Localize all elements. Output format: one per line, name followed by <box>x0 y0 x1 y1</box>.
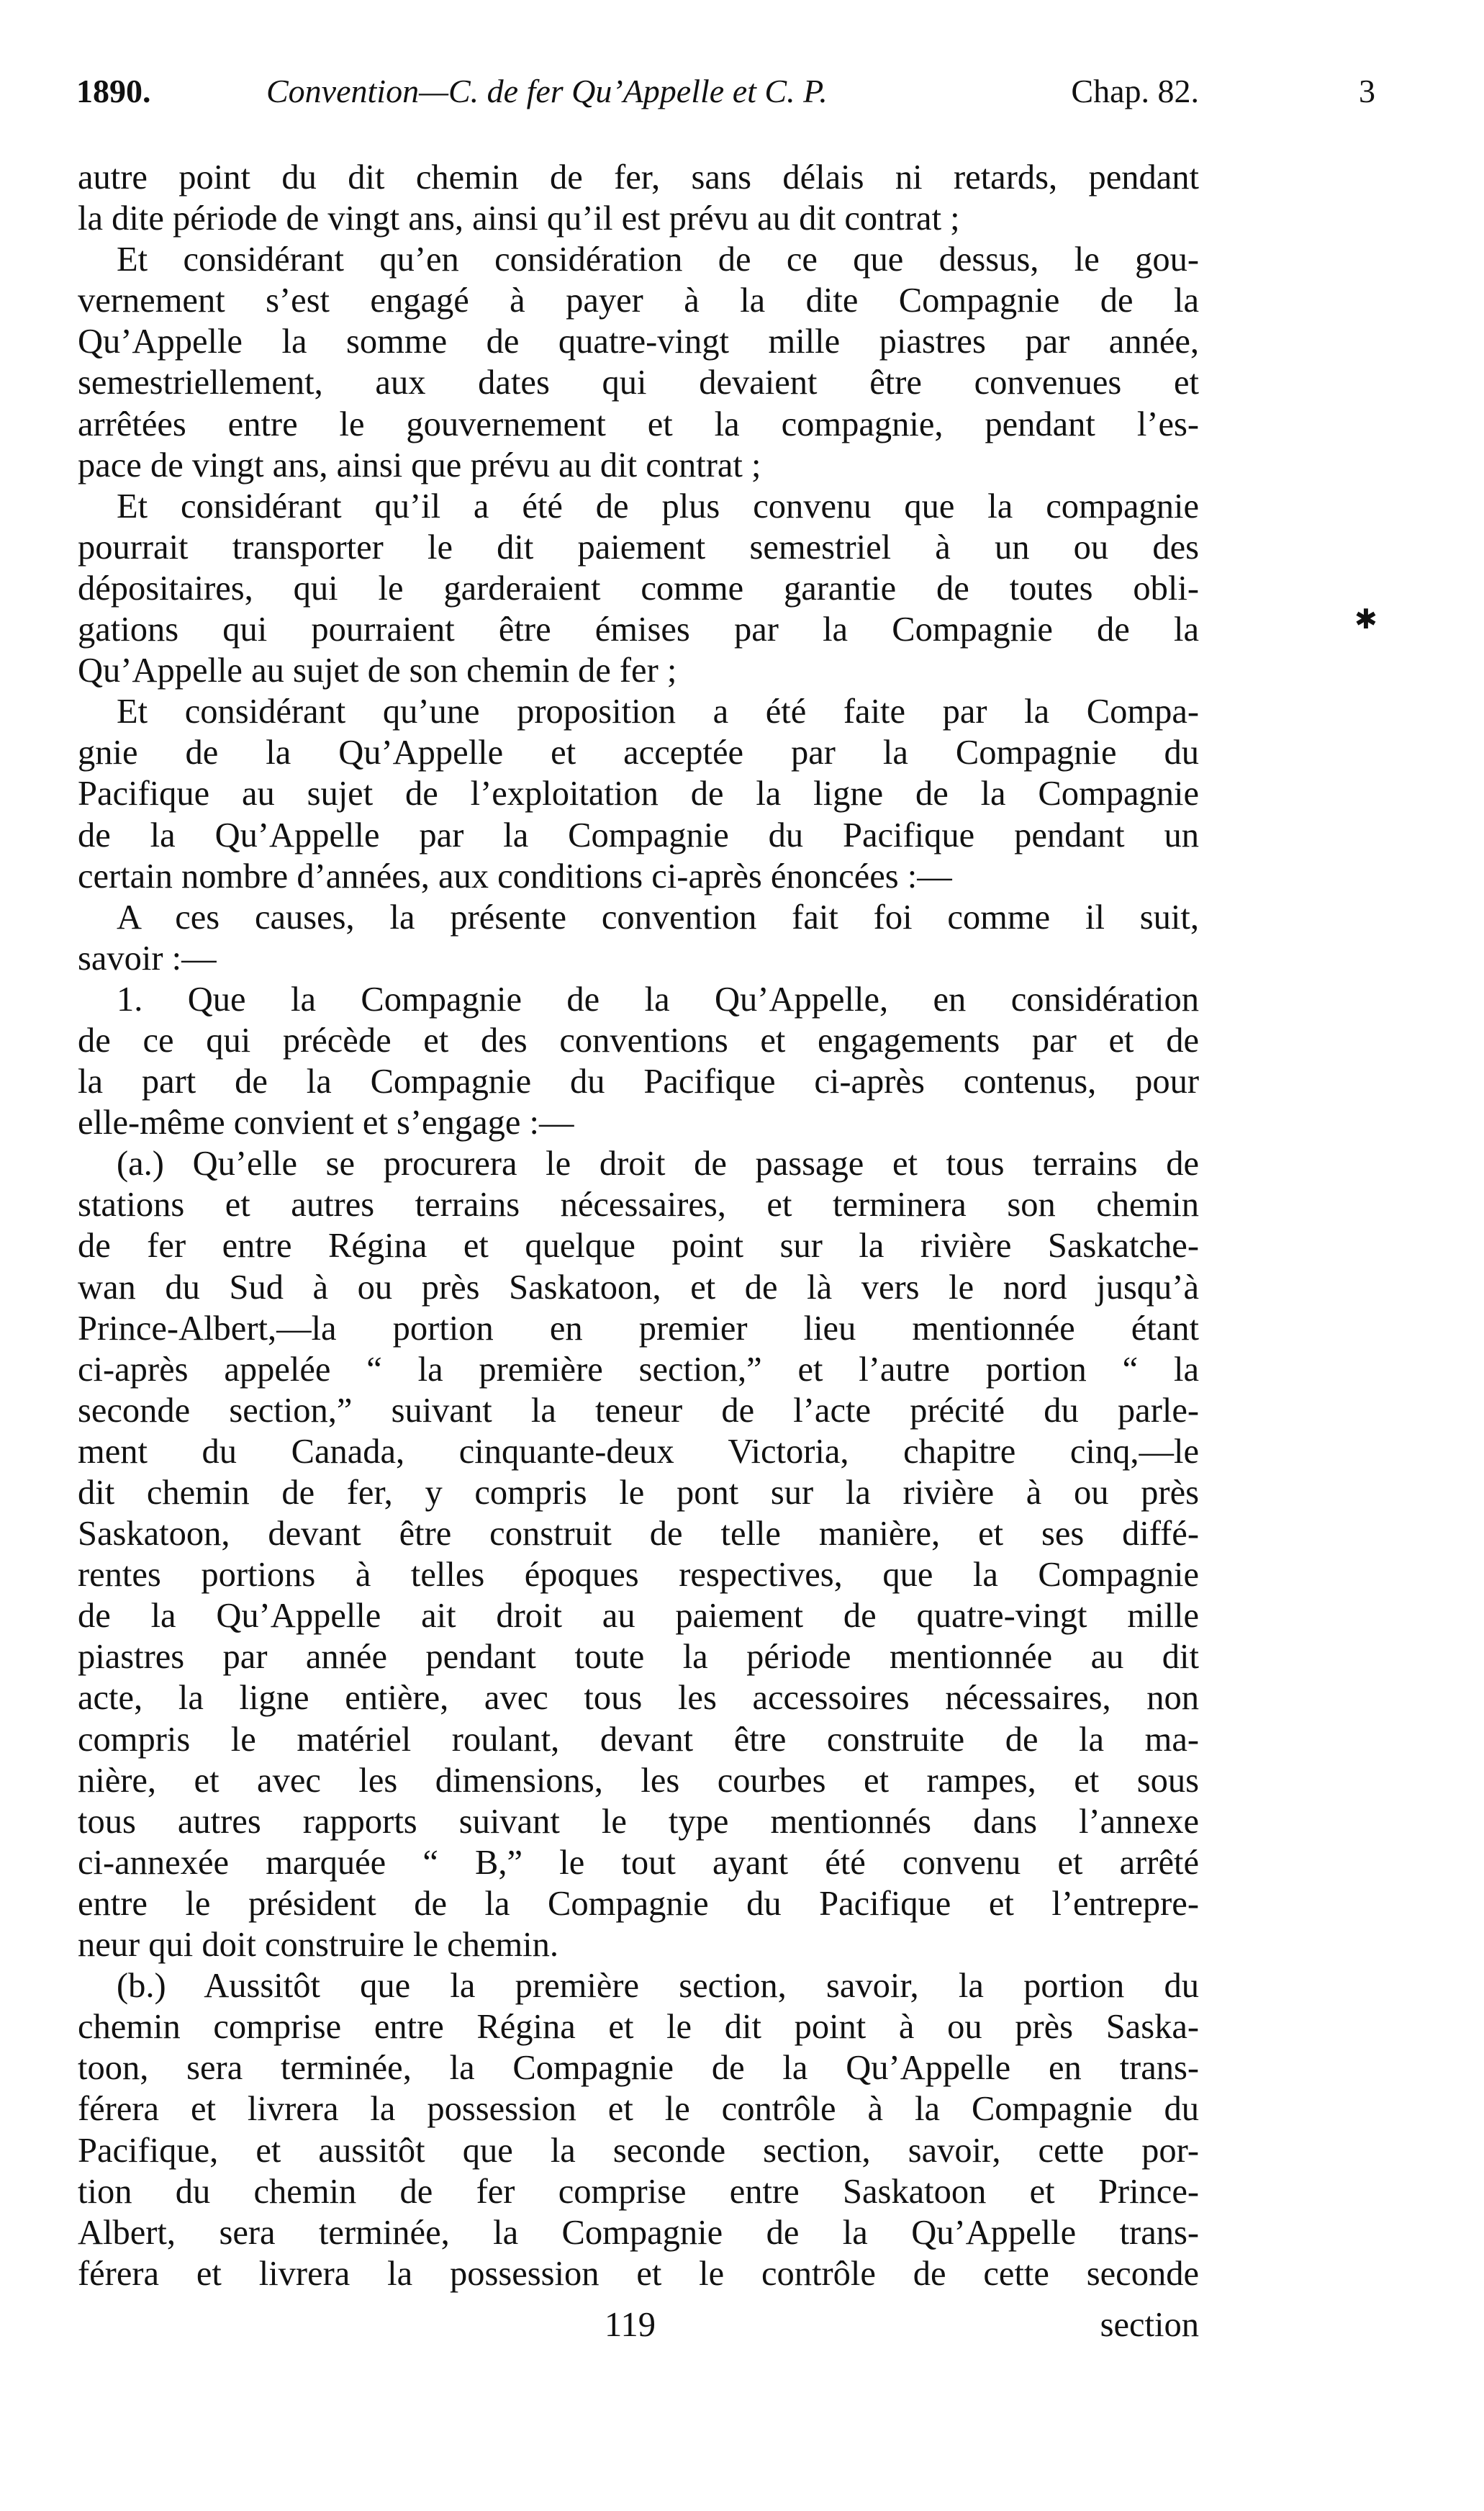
text-line: la part de la Compagnie du Pacifique ci-après contenus, pour <box>78 1063 1199 1101</box>
text-line: tous autres rapports suivant le type mentionnés dans l’annexe <box>78 1802 1199 1841</box>
text-line: de ce qui précède et des conventions et engagements par et de <box>78 1021 1199 1060</box>
margin-asterisk-mark: ✱ <box>1354 603 1377 635</box>
text-line: ment du Canada, cinquante-deux Victoria, chapitre cinq,—le <box>78 1432 1199 1471</box>
text-line: la dite période de vingt ans, ainsi qu’il est prévu au dit contrat ; <box>78 199 960 238</box>
text-line: de la Qu’Appelle ait droit au paiement de quatre-vingt mille <box>78 1597 1199 1636</box>
text-line: (b.) Aussitôt que la première section, savoir, la portion du <box>117 1967 1199 2006</box>
text-line: neur qui doit construire le chemin. <box>78 1926 559 1965</box>
text-line: 1. Que la Compagnie de la Qu’Appelle, en considération <box>117 980 1199 1019</box>
text-line: Pacifique, et aussitôt que la seconde section, savoir, cette por- <box>78 2131 1199 2170</box>
text-line: gations qui pourraient être émises par la Compagnie de la <box>78 610 1199 649</box>
text-line: Pacifique au sujet de l’exploitation de la ligne de la Compagnie <box>78 775 1199 813</box>
text-line: A ces causes, la présente convention fait foi comme il suit, <box>117 898 1199 937</box>
text-line: Et considérant qu’en considération de ce que dessus, le gou- <box>117 240 1199 279</box>
header-page-number: 3 <box>1359 73 1375 109</box>
text-line: Qu’Appelle au sujet de son chemin de fer ; <box>78 652 677 690</box>
text-line: wan du Sud à ou près Saskatoon, et de là vers le nord jusqu’à <box>78 1268 1199 1307</box>
text-line: elle-même convient et s’engage :— <box>78 1104 574 1142</box>
text-line: tion du chemin de fer comprise entre Saskatoon et Prince- <box>78 2172 1199 2211</box>
text-line: Prince-Albert,—la portion en premier lieu mentionnée étant <box>78 1309 1199 1348</box>
text-line: toon, sera terminée, la Compagnie de la Qu’Appelle en trans- <box>78 2049 1199 2088</box>
text-line: certain nombre d’années, aux conditions ci-après énoncées :— <box>78 857 952 896</box>
text-line: férera et livrera la possession et le contrôle à la Compagnie du <box>78 2090 1199 2129</box>
running-header <box>76 66 1199 117</box>
header-chapter: Chap. 82. <box>1071 73 1199 109</box>
text-line: vernement s’est engagé à payer à la dite Compagnie de la <box>78 281 1199 320</box>
footer-catchword: section <box>1100 2306 1199 2344</box>
text-line: compris le matériel roulant, devant être construite de la ma- <box>78 1720 1199 1759</box>
body-text <box>78 157 1199 2294</box>
text-line: nière, et avec les dimensions, les courbes et rampes, et sous <box>78 1761 1199 1800</box>
text-line: piastres par année pendant toute la période mentionnée au dit <box>78 1638 1199 1677</box>
text-line: Albert, sera terminée, la Compagnie de la Qu’Appelle trans- <box>78 2213 1199 2252</box>
text-line: de la Qu’Appelle par la Compagnie du Pacifique pendant un <box>78 816 1199 855</box>
header-title: Convention—C. de fer Qu’Appelle et C. P. <box>266 73 828 109</box>
page-footer <box>78 2304 1199 2347</box>
text-line: seconde section,” suivant la teneur de l’acte précité du parle- <box>78 1391 1199 1430</box>
header-year: 1890. <box>76 73 151 109</box>
text-line: acte, la ligne entière, avec tous les accessoires nécessaires, non <box>78 1679 1199 1718</box>
text-line: chemin comprise entre Régina et le dit point à ou près Saska- <box>78 2008 1199 2047</box>
text-line: rentes portions à telles époques respectives, que la Compagnie <box>78 1556 1199 1595</box>
text-line: de fer entre Régina et quelque point sur la rivière Saskatche- <box>78 1227 1199 1266</box>
text-line: gnie de la Qu’Appelle et acceptée par la Compagnie du <box>78 734 1199 772</box>
text-line: Saskatoon, devant être construit de telle manière, et ses diffé- <box>78 1515 1199 1554</box>
text-line: entre le président de la Compagnie du Pacifique et l’entrepre- <box>78 1884 1199 1923</box>
text-line: semestriellement, aux dates qui devaient être convenues et <box>78 364 1199 402</box>
text-line: ci-annexée marquée “ B,” le tout ayant été convenu et arrêté <box>78 1843 1199 1882</box>
text-line: Et considérant qu’une proposition a été faite par la Compa- <box>117 693 1199 731</box>
text-line: arrêtées entre le gouvernement et la compagnie, pendant l’es- <box>78 405 1199 443</box>
text-line: Qu’Appelle la somme de quatre-vingt mille piastres par année, <box>78 323 1199 361</box>
text-line: Et considérant qu’il a été de plus convenu que la compagnie <box>117 487 1199 526</box>
text-line: (a.) Qu’elle se procurera le droit de passage et tous terrains de <box>117 1145 1199 1184</box>
footer-folio: 119 <box>605 2306 656 2344</box>
text-line: ci-après appelée “ la première section,” et l’autre portion “ la <box>78 1350 1199 1389</box>
text-line: autre point du dit chemin de fer, sans délais ni retards, pendant <box>78 158 1199 197</box>
text-line: dépositaires, qui le garderaient comme garantie de toutes obli- <box>78 569 1199 608</box>
text-line: pourrait transporter le dit paiement semestriel à un ou des <box>78 528 1199 567</box>
text-line: stations et autres terrains nécessaires, et terminera son chemin <box>78 1186 1199 1225</box>
text-line: pace de vingt ans, ainsi que prévu au dit contrat ; <box>78 446 761 484</box>
text-line: savoir :— <box>78 939 217 978</box>
text-line: dit chemin de fer, y compris le pont sur la rivière à ou près <box>78 1474 1199 1512</box>
text-line: férera et livrera la possession et le contrôle de cette seconde <box>78 2254 1199 2293</box>
